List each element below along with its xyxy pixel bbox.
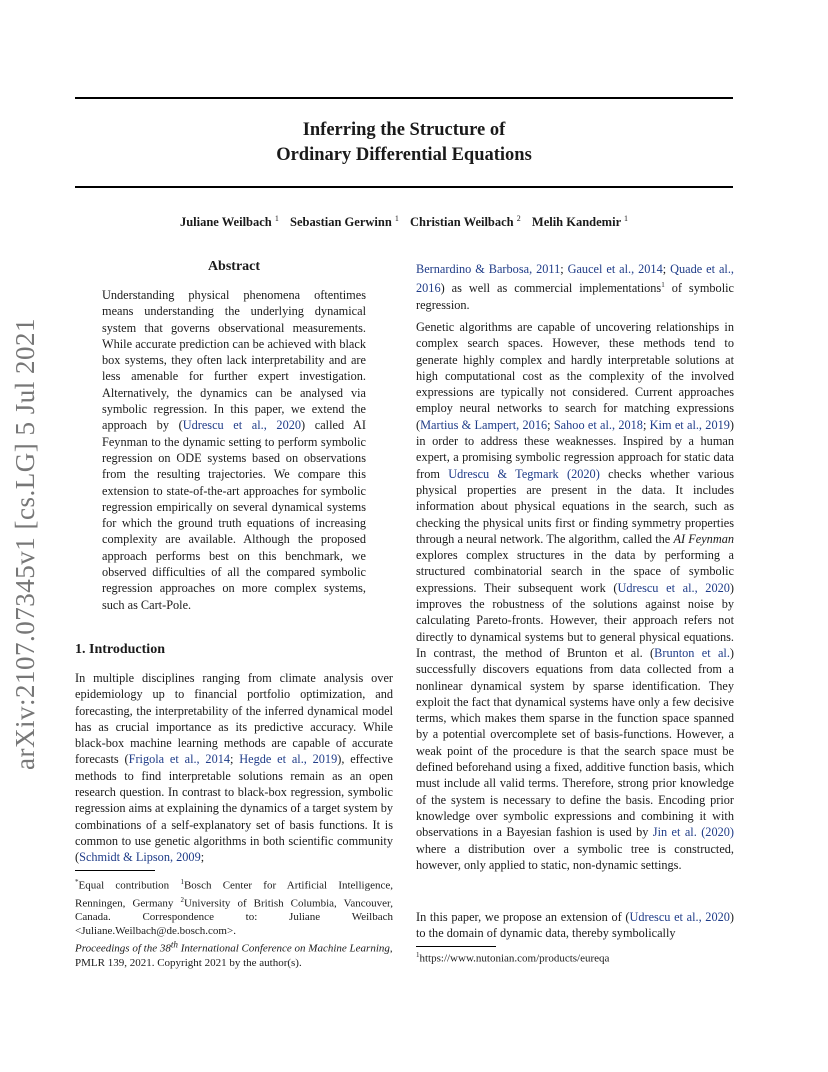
right-paragraph-2: Genetic algorithms are capable of uncovering relationships in complex search spaces. However, these methods tend to generate highly complex and hardly interpretable solutions at high computational cost as the complexity of the involved expressions are typically not considered. Current approaches employ neural networks to search for matching expressions (Martius & Lampert, 2016; Sahoo et al., 2018; Kim et al., 2019) in order to address these weaknesses. Inspired by a human expert, a promising symbolic regression approach for static data from Udrescu & Tegmark (2020) checks whether various physical properties are present in the data. It includes information about physical equations in the search, such as checking the physical units first or finding symmetry properties through a neural network. The algorithm, called the AI Feynman explores complex structures in the data by performing a structured combinatorial search in the space of symbolic expressions. Their subsequent work (Udrescu et al., 2020) improves the robustness of the solutions against noise by calculating Pareto-fronts. However, their approach refers not directly to dynamical systems but to general physical equations. In contrast, the method of Brunton et al. (Brunton et al.) successfully discovers equations from data collected from a nonlinear dynamical system by sparse identification. They exploit the fact that dynamical systems have only a few decisive terms, which makes them sparse in the function space spanned by a potential overcomplete set of basis-functions. However, a weak point of the procedure is that the search space must be defined beforehand using a fixed, additive function basis, which must include all valid terms. Therefore, strong prior knowledge of the system is necessary to define the basis. Encoding prior knowledge over symbolic expressions and combining it with observations in a Bayesian fashion is used by Jin et al. (2020) where a distribution over a symbolic tree is constructed, however, only applied to static, non-dynamic settings. [416,320,735,872]
proceedings-note: Proceedings of the 38th International Conference on Machine Learning, PMLR 139, 2021. Copyright 2021 by the author(s). [75,939,393,969]
author: Sebastian Gerwinn $^1$ [290,214,399,230]
citation-link[interactable]: Martius & Lampert, 2016 [420,417,548,432]
citation-link[interactable]: Frigola et al., 2014 [128,752,231,767]
title-line-2: Ordinary Differential Equations [276,145,532,165]
citation-link[interactable]: Kim et al., 2019 [649,417,730,432]
citation-link[interactable]: Udrescu et al., 2020 [182,418,302,433]
citation-link[interactable]: Udrescu & Tegmark (2020) [448,466,600,481]
citation-link[interactable]: Udrescu et al., 2020 [617,580,730,595]
abstract-heading: Abstract [207,259,261,274]
citation-link[interactable]: Brunton et al. [654,645,730,660]
right-paragraph-3: In this paper, we propose an extension of (Udrescu et al., 2020) to the domain of dynamic data, thereby symbolically [416,910,734,941]
citation-link[interactable]: Gaucel et al., 2014 [567,262,663,276]
citation-link[interactable]: Sahoo et al., 2018 [553,417,643,432]
top-rule [75,97,733,99]
citation-link[interactable]: Udrescu et al., 2020 [629,910,730,924]
citation-link[interactable]: Hegde et al., 2019 [239,752,338,767]
citation-link[interactable]: Bernardino & Barbosa, 2011 [416,262,561,276]
citation-link[interactable]: Quade et al., 2016 [416,262,734,296]
footnote-affiliations: *Equal contribution $^1$Bosch Center for Artificial Intelligence, Renningen, Germany $^2$University of British Columbia, Vancouver, Canada. Correspondence to: Juliane Weilbach <Juliane.Weilbach@de.bosch.com>. [75,878,393,938]
paper-title [75,118,733,168]
title-line-1: Inferring the Structure of [302,120,506,140]
author: Melih Kandemir $^1$ [531,214,629,230]
footnote-rule [75,870,155,871]
author-list [75,214,733,230]
bottom-rule [75,186,733,188]
intro-paragraph: In multiple disciplines ranging from climate analysis over epidemiology up to financial portfolio optimization, and forecasting, the interpretability of the inferred dynamical model has as crucial importance as its predictive accuracy. While black-box machine learning methods are capable of accurate forecasts (Frigola et al., 2014; Hegde et al., 2019), effective methods to find interpretable solutions remain as an open research question. In contrast to black-box regression, symbolic regression aims at explaining the dynamics of a target system by combinations of a self-explanatory set of basis functions. It is common to use genetic algorithms in both scientific community (Schmidt & Lipson, 2009; [75,671,393,865]
footnote-rule [416,946,496,947]
right-paragraph-1: Bernardino & Barbosa, 2011; Gaucel et al., 2014; Quade et al., 2016) as well as commercial implementations$^1$ of symbolic regression. [416,262,734,312]
citation-link[interactable]: Jin et al. (2020) [652,825,734,840]
abstract-text: Understanding physical phenomena oftentimes means understanding the underlying dynamical system that governs observational measurements. While accurate prediction can be achieved with black box systems, they often lack interpretability and are less amenable for further expert investigation. Alternatively, the dynamics can be analysed via symbolic regression. In this paper, we extend the approach by (Udrescu et al., 2020) called AI Feynman to the dynamic setting to perform symbolic regression on ODE systems based on observations from the resulting trajectories. We compare this extension to state-of-the-art approaches for symbolic regression empirically on several dynamical systems for which the ground truth equations of increasing complexity are available. Although the proposed approach performs best on this benchmark, we observed difficulties of all the compared symbolic regression approaches on more complex systems, such as Cart-Pole. [102,288,367,612]
footnote-url: $^1$https://www.nutonian.com/products/eureqa [416,951,610,965]
author: Christian Weilbach $^2$ [410,214,521,230]
section-heading: 1. Introduction [75,642,165,657]
arxiv-stamp: arXiv:2107.07345v1 [cs.LG] 5 Jul 2021 [10,318,40,770]
citation-link[interactable]: Schmidt & Lipson, 2009 [79,850,201,865]
author: Juliane Weilbach $^1$ [179,214,279,230]
